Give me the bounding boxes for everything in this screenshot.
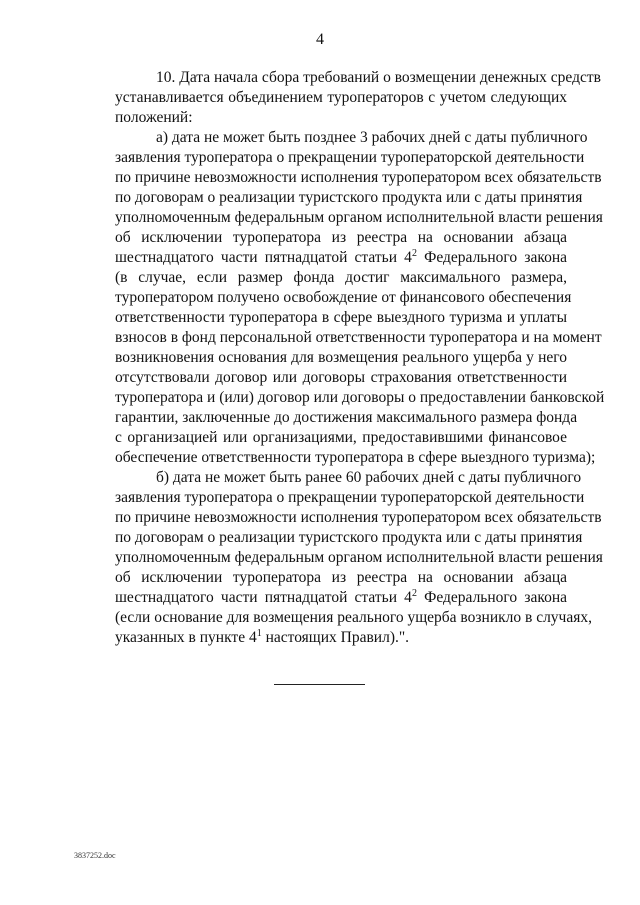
- text-line: б) дата не может быть ранее 60 рабочих дней с даты публичного: [156, 469, 582, 486]
- text-line: возникновения основания для возмещения реального ущерба у него: [115, 349, 567, 366]
- text-line-article-reference: [74, 248, 567, 268]
- document-body: [74, 68, 605, 648]
- rules-superscript: 1: [256, 628, 262, 639]
- text-line: уполномоченным федеральным органом исполнительной власти решения: [115, 549, 603, 566]
- text-line: (если основание для возмещения реального ущерба возникло в случаях,: [115, 609, 592, 626]
- paragraph-10: [74, 68, 601, 128]
- text-line: с организацией или организациями, предоставившими финансовое: [115, 429, 567, 446]
- article-reference-end: Федерального закона: [416, 249, 567, 266]
- subpoint-a: [74, 128, 605, 468]
- text-line: (в случае, если размер фонда достиг максимального размера,: [115, 269, 567, 286]
- text-line: по причине невозможности исполнения туроператором всех обязательств: [115, 509, 602, 526]
- text-line: по причине невозможности исполнения туроператором всех обязательств: [115, 169, 602, 186]
- article-reference-start: шестнадцатого части пятнадцатой статьи 4: [115, 589, 412, 606]
- text-line: уполномоченным федеральным органом исполнительной власти решения: [115, 209, 603, 226]
- text-line: обеспечение ответственности туроператора в сфере выездного туризма);: [115, 449, 596, 466]
- closing-divider: [274, 684, 365, 685]
- text-line-rules-reference: [74, 628, 567, 648]
- text-line: а) дата не может быть позднее 3 рабочих дней с даты публичного: [156, 129, 588, 146]
- text-line-article-reference: [74, 588, 567, 608]
- article-superscript: 2: [411, 248, 417, 259]
- document-code: 3837252.doc: [74, 851, 116, 860]
- text-line: об исключении туроператора из реестра на основании абзаца: [115, 229, 567, 246]
- text-line: заявления туроператора о прекращении туроператорской деятельности: [115, 149, 585, 166]
- text-line: заявления туроператора о прекращении туроператорской деятельности: [115, 489, 585, 506]
- text-line: устанавливается объединением туроператоров с учетом следующих: [115, 89, 567, 106]
- text-line: гарантии, заключенные до достижения максимального размера фонда: [115, 409, 578, 426]
- text-line: отсутствовали договор или договоры страхования ответственности: [115, 369, 567, 386]
- text-line: ответственности туроператора в сфере выездного туризма и уплаты: [115, 309, 567, 326]
- text-line: 10. Дата начала сбора требований о возмещении денежных средств: [156, 69, 601, 86]
- article-reference-end: Федерального закона: [416, 589, 567, 606]
- rules-reference-end: настоящих Правил).".: [261, 629, 410, 646]
- text-line: туроператора и (или) договор или договоры о предоставлении банковской: [115, 389, 605, 406]
- page-number: 4: [316, 31, 324, 48]
- rules-reference-start: указанных в пункте 4: [115, 629, 257, 646]
- text-line: туроператором получено освобождение от финансового обеспечения: [115, 289, 572, 306]
- article-superscript: 2: [411, 588, 417, 599]
- text-line: положений:: [115, 109, 193, 126]
- text-line: по договорам о реализации туристского продукта или с даты принятия: [115, 189, 583, 206]
- text-line: взносов в фонд персональной ответственности туроператора и на момент: [115, 329, 602, 346]
- article-reference-start: шестнадцатого части пятнадцатой статьи 4: [115, 249, 412, 266]
- subpoint-b: [74, 468, 603, 648]
- text-line: по договорам о реализации туристского продукта или с даты принятия: [115, 529, 583, 546]
- text-line: об исключении туроператора из реестра на основании абзаца: [115, 569, 567, 586]
